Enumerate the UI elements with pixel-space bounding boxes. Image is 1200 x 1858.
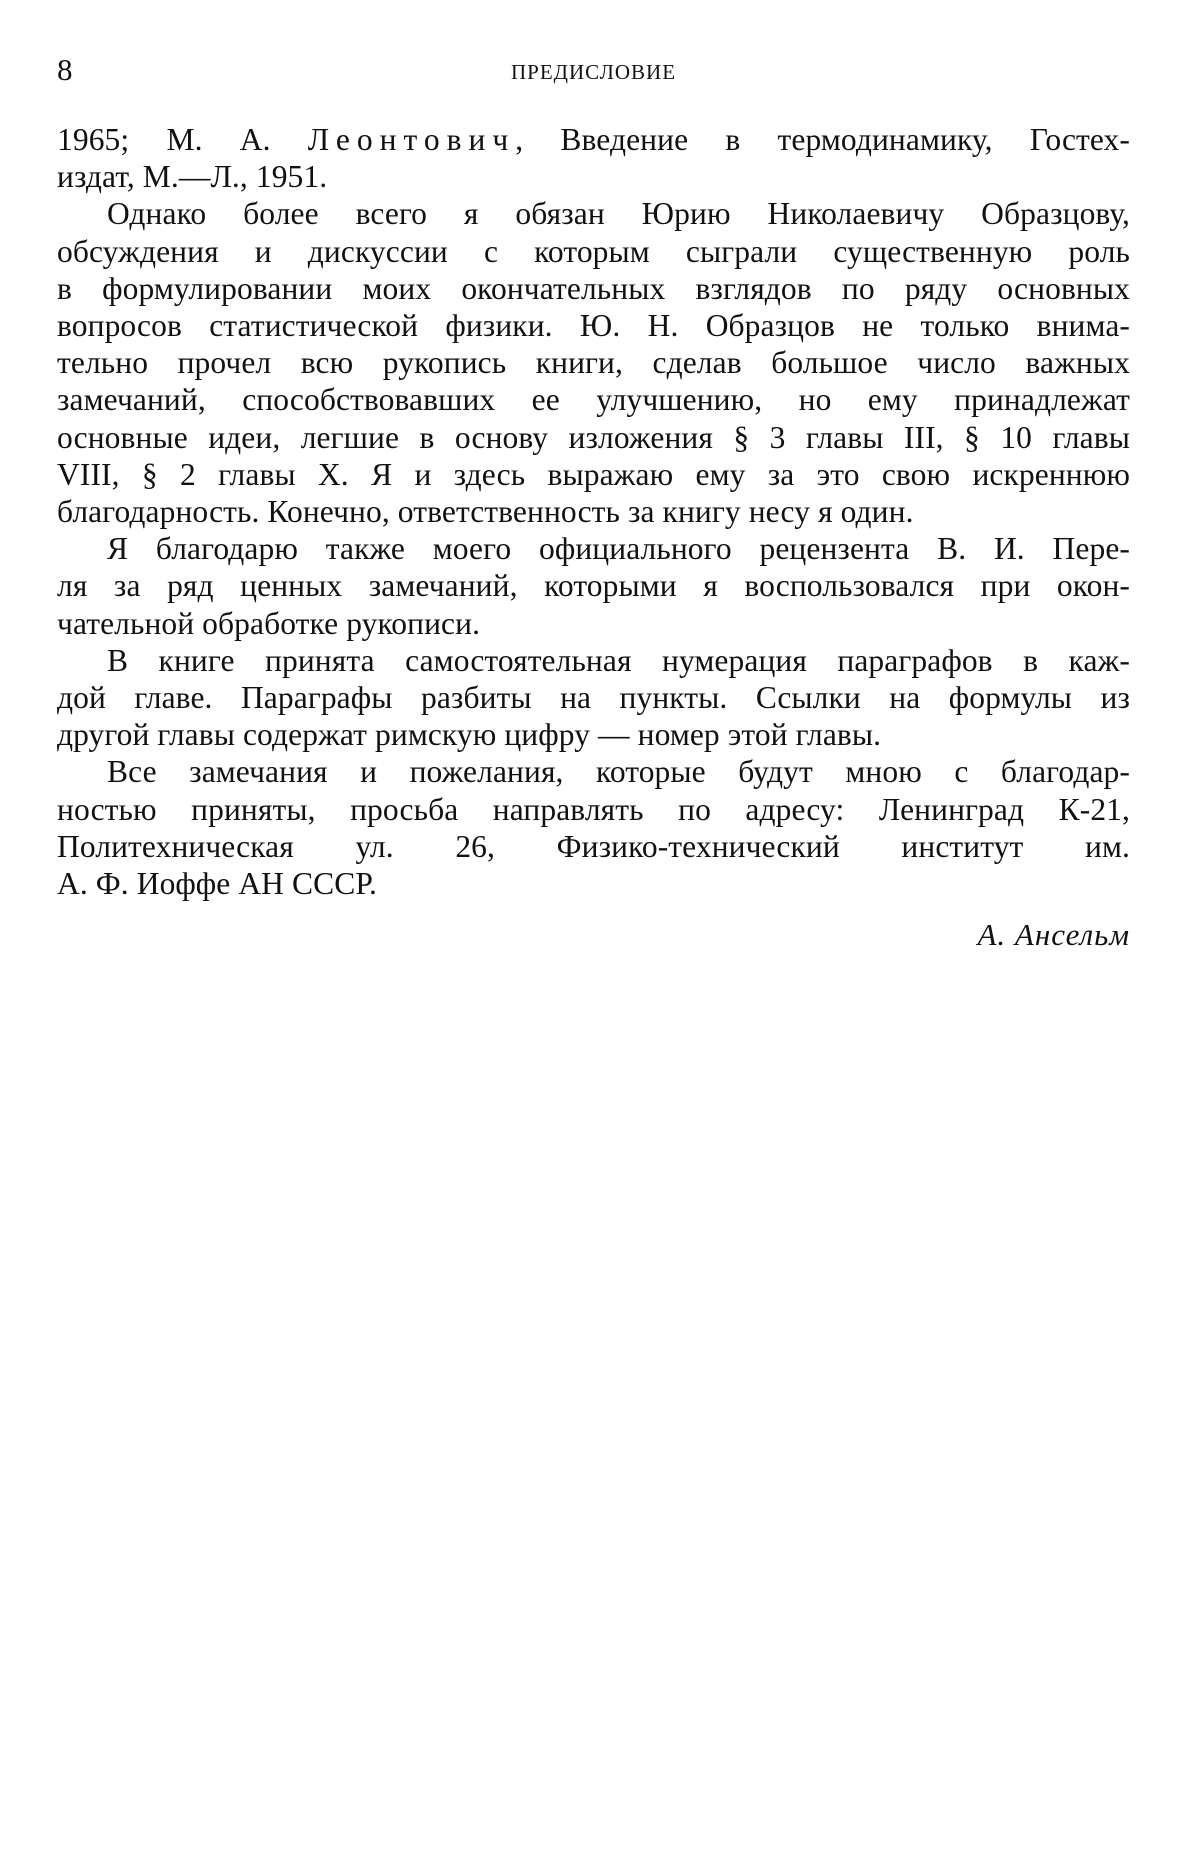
author-signature: А. Ансельм — [977, 917, 1130, 952]
spaced-author-name: Леонтович — [307, 122, 516, 157]
text-line: В книге принята самостоятельная нумерация параграфов в каж- — [107, 642, 1130, 678]
text-line: замечаний, способствовавших ее улучшению, но ему принадлежат — [57, 382, 1130, 418]
text-line: Однако более всего я обязан Юрию Николаевичу Образцову, — [107, 196, 1130, 232]
text-line: издат, М.—Л., 1951. — [57, 159, 328, 195]
paragraph — [57, 530, 1130, 642]
text-line: Все замечания и пожелания, которые будут мною с благодар- — [107, 754, 1130, 790]
text-line: тельно прочел всю рукопись книги, сделав большое число важных — [57, 345, 1130, 381]
text-line: VIII, § 2 главы X. Я и здесь выражаю ему за это свою искреннюю — [57, 456, 1130, 492]
text-segment: 1965; М. А. — [57, 122, 308, 157]
header-title: ПРЕДИСЛОВИЕ — [510, 60, 677, 84]
text-line: в формулировании моих окончательных взглядов по ряду основных — [57, 270, 1130, 306]
paragraph — [57, 195, 1130, 530]
text-line: благодарность. Конечно, ответственность за книгу несу я один. — [57, 494, 914, 530]
text-line: ля за ряд ценных замечаний, которыми я воспользовался при окон- — [57, 568, 1130, 604]
paragraph — [57, 121, 1130, 195]
text-line: А. Ф. Иоффе АН СССР. — [57, 866, 377, 902]
text-line — [57, 121, 1130, 158]
text-line: Я благодарю также моего официального рецензента В. И. Пере- — [107, 531, 1130, 567]
running-head — [57, 52, 1130, 92]
text-segment: , Введение в термодинамику, Гостех- — [515, 122, 1130, 157]
text-line: обсуждения и дискуссии с которым сыграли существенную роль — [57, 233, 1130, 269]
paragraph — [57, 753, 1130, 902]
text-line: Политехническая ул. 26, Физико-технический институт им. — [57, 828, 1130, 864]
paragraph — [57, 642, 1130, 754]
text-line: чательной обработке рукописи. — [57, 605, 481, 641]
text-line: другой главы содержат римскую цифру — номер этой главы. — [57, 717, 882, 753]
text-line: вопросов статистической физики. Ю. Н. Образцов не только внима- — [57, 308, 1130, 344]
body-text — [57, 121, 1130, 902]
page-number: 8 — [57, 52, 73, 87]
text-line: ностью приняты, просьба направлять по адресу: Ленинград К-21, — [57, 791, 1130, 827]
text-line: дой главе. Параграфы разбиты на пункты. Ссылки на формулы из — [57, 680, 1130, 716]
text-line: основные идеи, легшие в основу изложения § 3 главы III, § 10 главы — [57, 419, 1130, 455]
